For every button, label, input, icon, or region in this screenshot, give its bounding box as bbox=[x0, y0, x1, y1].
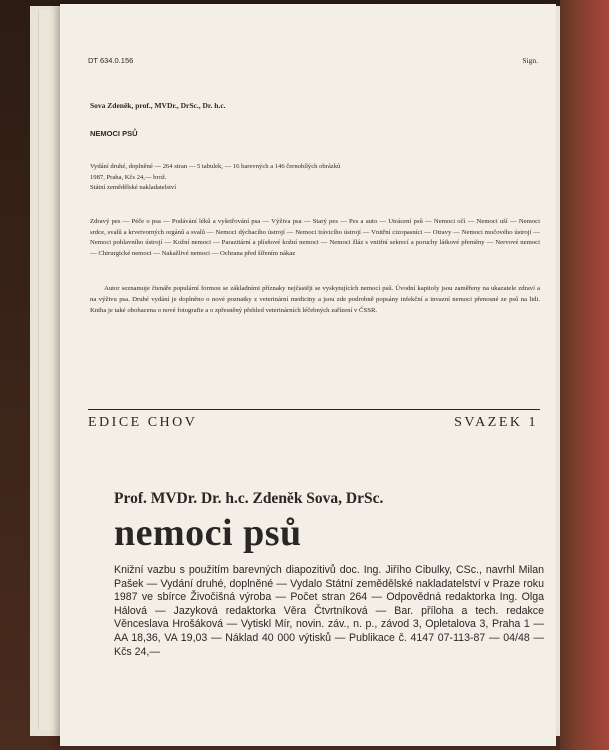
book-page bbox=[60, 4, 556, 746]
book-title: nemoci psů bbox=[114, 512, 302, 554]
card-author: Sova Zdeněk, prof., MVDr., DrSc., Dr. h.c. bbox=[90, 101, 226, 110]
edition-line-1: Vydání druhé, doplněné — 264 stran — 5 tabulek, — 16 barevných a 146 černobílých obrázků bbox=[90, 163, 341, 170]
series-name: EDICE CHOV bbox=[88, 415, 198, 430]
card-edition bbox=[90, 162, 540, 194]
card-annotation: Autor seznamuje čtenáře populární formou se základními příznaky nejčastěji se vyskytujících nemocí psů. Úvodní kapitoly jsou zaměřeny na ukazatele zdraví a na výživu psa. Druhé vydání je doplněno o nové poznatky z veterinární mediciny a jsou zde podrobně popsány infekční a invazní nemoci přenosné ze psů na lidi. Kniha je také obohacena o nové fotografie a o zpřesněný přehled veterinárních léčebných zařízení v ČSSR. bbox=[90, 285, 540, 314]
series-volume: SVAZEK 1 bbox=[454, 415, 538, 430]
book-edge bbox=[560, 0, 609, 750]
book-author: Prof. MVDr. Dr. h.c. Zdeněk Sova, DrSc. bbox=[114, 490, 384, 507]
edition-line-2: 1987, Praha, Kčs 24,— brož. bbox=[90, 173, 167, 181]
card-title: NEMOCI PSŮ bbox=[90, 129, 138, 138]
book-imprint: Knižní vazbu s použitím barevných diapozitivů doc. Ing. Jiřího Cibulky, CSc., navrhl Milan Pašek — Vydání druhé, doplněné — Vydalo Státní zemědělské nakladatelství v Praze roku 1987 ve sbírce Živočišná výroba — Počet stran 264 — Odpovědná redaktorka Ing. Olga Hálová — Jazyková redaktorka Věra Čtvrtníková — Bar. příloha a tech. redakce Věnceslava Hrošáková — Vytiskl Mír, novin. záv., n. p., závod 3, Opletalova 3, Praha 1 — AA 18,36, VA 19,03 — Náklad 40 000 výtisků — Publikace č. 4147 07-113-87 — 04/48 — Kčs 24,— bbox=[114, 564, 544, 658]
signature-label: Sign. bbox=[522, 56, 538, 65]
card-keywords: Zdravý pes — Péče o psa — Podávání léků a vyšetřování psa — Výživa psa — Starý pes — Pes a auto — Utrácení psů — Nemoci očí — Nemoci uší — Nemoci srdce, svalů a krvetvorných orgánů a svalů — Nemoci dýchacího ústrojí — Nemoci trávicího ústrojí — Vnitřní cizopasníci — Otravy — Nemoci močového ústrojí — Nemoci pohlavního ústrojí — Kožní nemoci — Parazitární a plísňové kožní nemoci — Nemoci žláz s vnitřní sekrecí a poruchy látkové přeměny — Nervové nemoci — Chirurgické nemoci — Nakažlivé nemoci — Ochrana před šířením nákaz bbox=[90, 218, 540, 257]
catalog-number: DT 634.0.156 bbox=[88, 56, 134, 65]
divider bbox=[88, 409, 540, 410]
edition-line-3: Státní zemědělské nakladatelství bbox=[90, 184, 177, 191]
